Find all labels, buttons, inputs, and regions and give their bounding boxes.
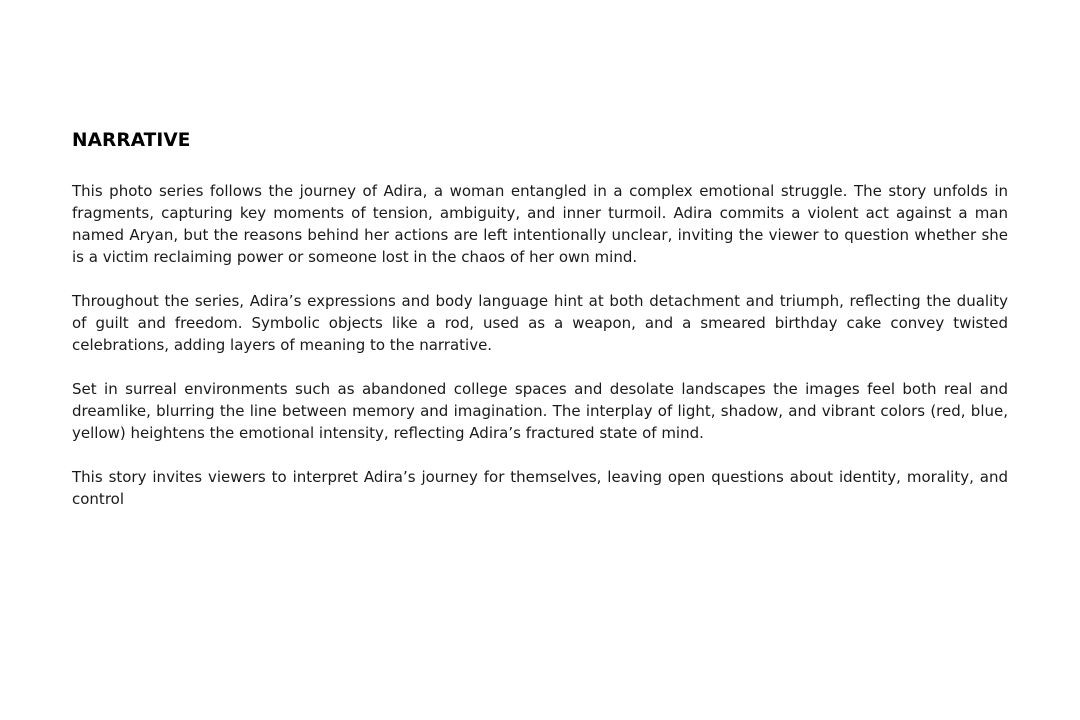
narrative-body bbox=[72, 180, 1008, 510]
paragraph-closing: This story invites viewers to interpret Adira’s journey for themselves, leaving open questions about identity, morality, and control bbox=[72, 468, 1008, 508]
paragraph-intro: This photo series follows the journey of Adira, a woman entangled in a complex emotional struggle. The story unfolds in fragments, capturing key moments of tension, ambiguity, and inner turmoil. Adira commits a violent act against a man named Aryan, but the reasons behind her actions are left intentionally unclear, inviting the viewer to question whether she is a victim reclaiming power or someone lost in the chaos of her own mind. bbox=[72, 182, 1008, 266]
paragraph-expressions: Throughout the series, Adira’s expressions and body language hint at both detachment and triumph, reflecting the duality of guilt and freedom. Symbolic objects like a rod, used as a weapon, and a smeared birthday cake convey twisted celebrations, adding layers of meaning to the narrative. bbox=[72, 292, 1008, 354]
narrative-page bbox=[72, 128, 1008, 510]
page-title: NARRATIVE bbox=[72, 130, 191, 151]
paragraph-setting: Set in surreal environments such as abandoned college spaces and desolate landscapes the images feel both real and dreamlike, blurring the line between memory and imagination. The interplay of light, shadow, and vibrant colors (red, blue, yellow) heightens the emotional intensity, reflecting Adira’s fractured state of mind. bbox=[72, 380, 1008, 442]
